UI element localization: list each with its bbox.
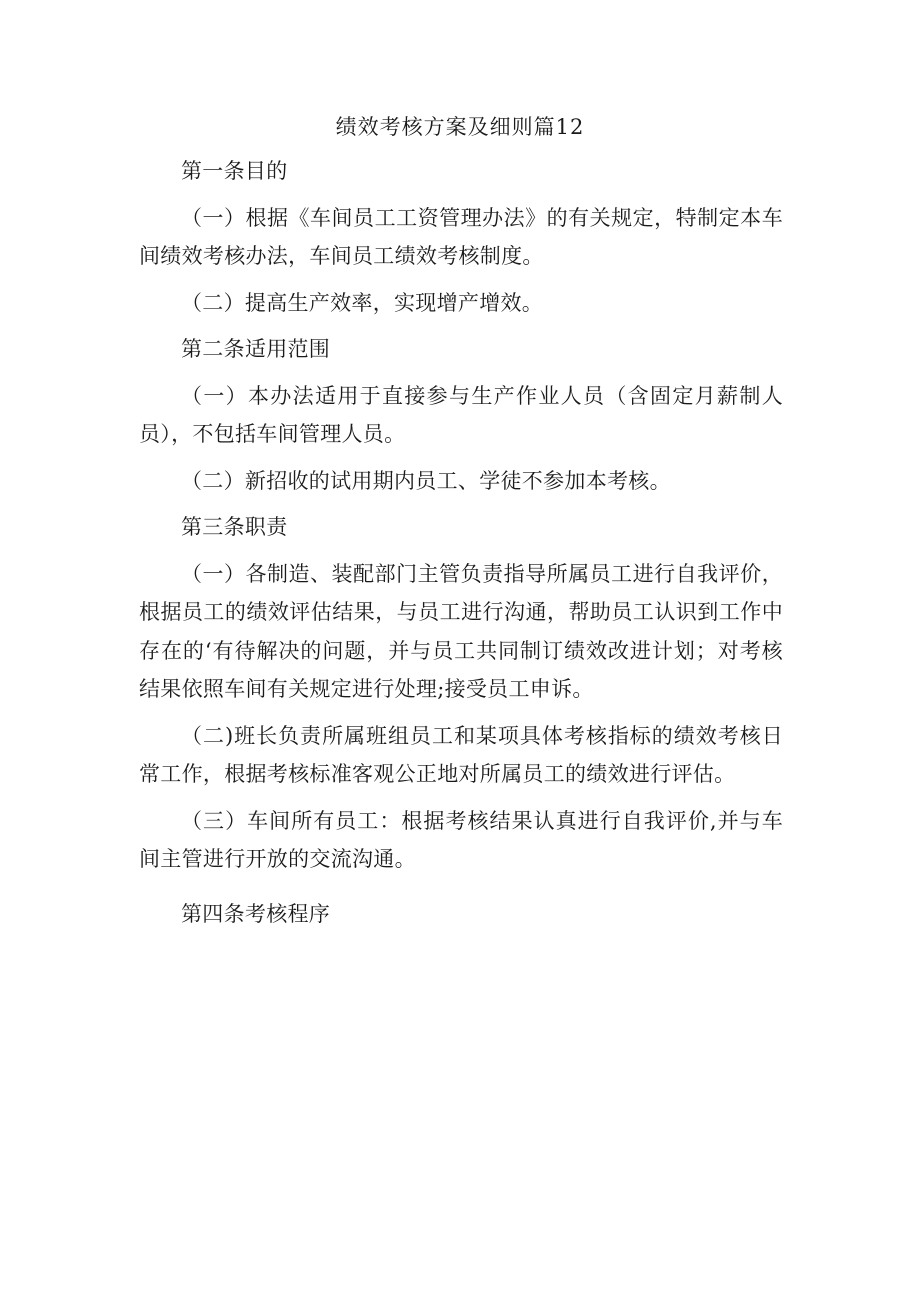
paragraph: （二)班长负责所属班组员工和某项具体考核指标的绩效考核日常工作，根据考核标准客观公正地对所属员工的绩效进行评估。	[139, 723, 783, 786]
document-body	[139, 152, 783, 933]
section-heading-scope: 第二条适用范围	[181, 337, 331, 361]
section-heading-duties: 第三条职责	[181, 515, 288, 539]
section-heading-procedure: 第四条考核程序	[181, 901, 331, 926]
section-heading-purpose: 第一条目的	[181, 159, 288, 183]
paragraph: （一）本办法适用于直接参与生产作业人员（含固定月薪制人员），不包括车间管理人员。	[139, 383, 783, 446]
document-title: 绩效考核方案及细则篇12	[335, 115, 585, 139]
paragraph: （一）各制造、装配部门主管负责指导所属员工进行自我评价，根据员工的绩效评估结果，与员工进行沟通，帮助员工认识到工作中存在的‘有待解决的问题，并与员工共同制订绩效改进计划；对考核结果依照车间有关规定进行处理;接受员工申诉。	[139, 561, 783, 701]
paragraph: （二）提高生产效率，实现增产增效。	[181, 290, 544, 315]
paragraph: （一）根据《车间员工工资管理办法》的有关规定，特制定本车间绩效考核办法，车间员工绩效考核制度。	[139, 205, 783, 268]
paragraph: （二）新招收的试用期内员工、学徒不参加本考核。	[181, 468, 671, 493]
paragraph: （三）车间所有员工：根据考核结果认真进行自我评价,并与车间主管进行开放的交流沟通。	[139, 808, 783, 871]
